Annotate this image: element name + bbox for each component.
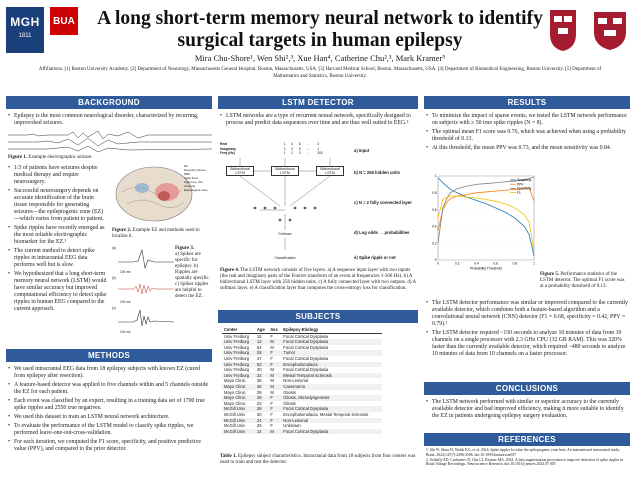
step-e-label: e) Spike ripple or not — [354, 255, 396, 260]
fig4-caption: Figure 4. The LSTM network consists of five layers. a) A sequence input layer with two inputs (the real and imaginary parts of the Fourier transform of an event at frequencies 1-300 Hz). b) A bidirectional LSTM layer with 256 hidden units. c) A fully connected layer with two outputs. d) A softmax layer. e) A classification layer that computes the cross-entropy loss for classification. — [220, 268, 416, 291]
subjects-table — [222, 327, 382, 434]
table-cell: 47 — [256, 355, 262, 361]
table-cell: Univ Freiburg — [224, 355, 250, 361]
table-cell: M — [270, 378, 274, 384]
table-cell: 25 — [256, 423, 262, 429]
results-bullet: • The LSTM detector required ~150 seconds to analyze 10 minutes of data from 10 channels on a single processor with 2.3 GHz CPU (32 GB RAM). This was 320% faster than the currently available detector, which required ~480 seconds to analyze 10 minutes of data from 10 channels on a faster processor. — [426, 330, 630, 358]
subjects-heading: SUBJECTS — [218, 310, 418, 323]
table-cell: Univ Freiburg — [224, 344, 250, 350]
harvard-shield-icon — [548, 8, 578, 52]
table1-caption: Table 1. Epilepsy subject characteristics. Intracranial data from 18 subjects from four centers was used to train and test the detector. — [220, 454, 416, 465]
table-cell: 22 — [256, 400, 262, 406]
input-sequence-table: Real 1 4 6 ... 2 Imaginary 2 2 5 ... 1 Freq (Hz) 1 2 3 ... 300 — [220, 142, 324, 156]
table-cell: M — [270, 389, 274, 395]
table-cell: Univ Freiburg — [222, 350, 255, 356]
brain-legend: EZ Resection (Neuro-MRI) Spike Zone High Freq. Osc. (Interest) Epileptogenic zone — [184, 164, 208, 192]
table-cell: Mayo Clinic — [224, 389, 246, 395]
table-cell: M — [268, 339, 281, 345]
table-cell: 28 — [255, 350, 268, 356]
legend-entry: Sensitivity — [517, 178, 532, 183]
table-cell: F — [268, 362, 281, 368]
table-cell: McGill Univ — [224, 423, 246, 429]
results-heading: RESULTS — [424, 96, 630, 109]
bilstm-block-1: Bidirectional LSTM — [226, 166, 254, 176]
methods-bullet: • We used intracranial EEG data from 18 epilepsy subjects with known EZ (cured from epilepsy after resection). — [8, 366, 212, 380]
lstm-bullet: • LSTM networks are a type of recurrent neural network, specifically designed to process and predict data sequences over time and are thus well suited to EEG.² — [220, 113, 418, 127]
poster-affiliations: Affiliations: [1] Boston University Academy. [2] Department of Neurology, Massachusetts General Hospital, Boston, Massachusetts, USA. [3] Harvard Medical School, Boston, Massachusetts, USA. [4] Department of Biomedical Engineering, Boston University. [5] Department of Mathematics and Statistics, Boston University. — [38, 67, 602, 79]
references-heading: REFERENCES — [424, 433, 630, 446]
background-bullet: • Spike ripples have recently emerged as the most reliable electrographic biomarker for the EZ.¹ — [8, 225, 108, 246]
table-cell: Focal Cortical Dysplasia — [283, 367, 329, 373]
methods-bullet: • Each event was classified by an expert, resulting in a training data set of 1700 true spike ripples and 2550 true negatives. — [8, 398, 212, 412]
table-cell: Univ Freiburg — [222, 339, 255, 345]
table-cell: 40 — [256, 367, 262, 373]
table-cell: McGill Univ — [224, 411, 246, 417]
table-cell: F — [270, 400, 273, 406]
conclusions-bullet: • The LSTM network performed with similar or superior accuracy to the currently available detector and had improved efficiency, making it more suitable to identify the EZ in patients undergoing epilepsy surgery evaluation. — [426, 399, 630, 420]
fig3-caption: Figure 3. a) Spikes are specific for epilepsy. b) Ripples are spatially specific. c) Spikes ripples are helpful to detect the EZ. — [175, 246, 210, 299]
results-bullet: • At this threshold, the mean PPV was 0.73, and the mean sensitivity was 0.84. — [426, 145, 630, 152]
conclusions-heading: CONCLUSIONS — [424, 382, 630, 395]
table-cell: Focal Cortical Dysplasia — [283, 344, 329, 350]
table-cell: 46 — [255, 384, 268, 390]
table-cell: 52 — [255, 362, 268, 368]
table-cell: 24 — [255, 418, 268, 424]
step-d-label: d) Log odds → probabilities — [354, 230, 410, 235]
table-cell: M — [268, 429, 281, 435]
y-tick-label: 0.6 — [432, 207, 437, 212]
table-cell: Mesial Temporal Sclerosis — [281, 373, 382, 379]
references-list — [426, 448, 630, 467]
table-cell: F — [270, 411, 273, 417]
table-header-cell: Age — [255, 327, 268, 333]
table-cell: 54 — [256, 344, 262, 350]
table-cell: Focal Cortical Dysplasia — [283, 355, 329, 361]
table-cell: Non-Lesional — [283, 378, 308, 384]
table-cell: F — [270, 333, 273, 339]
table-cell: Focal Cortical Dysplasia — [281, 406, 382, 412]
table-cell: 12 — [255, 339, 268, 345]
mgh-logo — [6, 7, 44, 53]
table-cell: F — [270, 355, 273, 361]
table-row — [222, 429, 382, 435]
table-cell: Unknown — [283, 423, 301, 429]
table-cell: 28 — [255, 406, 268, 412]
y-tick-label: 0.8 — [432, 191, 437, 195]
table-cell: F — [268, 395, 281, 401]
background-bullet: • Epilepsy is the most common neurological disorder, characterized by recurring, unprovoked seizures. — [8, 113, 212, 127]
methods-bullet: • To evaluate the performance of the LSTM model to classify spike ripples, we performed leave-one-out-cross-validation. — [8, 423, 212, 437]
table-cell: Mayo Clinic — [222, 384, 255, 390]
fig2-caption: Figure 2. Example EZ and methods used to localize it. — [112, 228, 200, 239]
table-cell: Focal Cortical Dysplasia — [281, 429, 382, 435]
table-cell: Gliosis, Microdysgenesis — [281, 395, 382, 401]
table-cell: F — [268, 406, 281, 412]
table-cell: McGill Univ — [222, 429, 255, 435]
poster-header — [0, 0, 636, 90]
harvard-medical-shield-icon — [590, 8, 630, 52]
table-cell: 14 — [255, 429, 268, 435]
background-bullet: • 1/3 of patients have seizures despite medical therapy and require neurosurgery. — [8, 165, 108, 186]
table-cell: Focal Cortical Dysplasia — [281, 339, 382, 345]
table-cell: Univ Freiburg — [222, 362, 255, 368]
table-cell: Gliosis — [283, 400, 296, 406]
fig5-caption: Figure 5. Performance statistics of the LSTM detector. The optimal F1 score was at a probability threshold of 0.13. — [540, 272, 625, 289]
y-tick-label: 0.2 — [432, 241, 437, 246]
background-bullet: • Successful neurosurgery depends on accurate identification of the brain tissue responsible for generating seizures—the epileptogenic zone (EZ)—which varies from patient to patient. — [8, 188, 108, 223]
table-header-cell: Epilepsy Etiology — [281, 327, 382, 333]
table-header-cell: Center — [222, 327, 255, 333]
table-cell: 39 — [256, 389, 262, 395]
background-bullet: • The current method to detect spike ripples in intracranial EEG data performs well but is slow. — [8, 248, 108, 269]
fig1-caption: Figure 1. Example electrographic seizure. — [8, 155, 93, 160]
table-cell: Mayo Clinic — [224, 400, 246, 406]
results-bullets-top — [426, 113, 630, 154]
table-cell: Univ Freiburg — [222, 373, 255, 379]
x-tick-label: 0.2 — [454, 261, 460, 266]
table-cell: M — [270, 367, 274, 373]
bilstm-block-2: Bidirectional LSTM — [271, 166, 299, 176]
methods-bullets — [8, 366, 212, 455]
table-cell: Non-Lesional — [281, 418, 382, 424]
step-b-label: b) N = 256 hidden units — [354, 170, 400, 175]
background-bullets — [8, 165, 108, 315]
methods-bullet: • We used this dataset to train an LSTM neural network architecture. — [8, 414, 212, 421]
mgh-logo-text: MGH — [10, 15, 40, 29]
table-cell: 30 — [256, 411, 262, 417]
x-tick-label: 0.8 — [512, 261, 518, 266]
conclusions-text — [426, 399, 630, 422]
x-tick-label: 0 — [437, 261, 439, 266]
softmax-block: Softmax — [278, 231, 292, 236]
results-bullet: • The optimal mean F1 score was 0.76, which was achieved when using a probability threshold of 0.13. — [426, 129, 630, 143]
table-cell: McGill Univ — [222, 406, 255, 412]
table-cell: Focal Cortical Dysplasia — [283, 333, 329, 339]
table-cell: Univ Freiburg — [224, 367, 250, 373]
reference-item: 1. Shi W, Shaw D, Walsh KG, et al. 2024. Spike ripples localize the epileptogenic zone best: An international intracranial study. Brain. 2024;147(7):2496-2506. doi:10.1093/brain/awae037 — [426, 448, 620, 457]
table-cell: Univ Freiburg — [224, 333, 250, 339]
mgh-logo-year: 1811 — [18, 33, 32, 39]
reference-item: 2. Schlafly ED, Carbonero D, Chu CJ, Kramer MA. 2024. A data augmentation procedure to improve detection of spike ripples in Brain Voltage Recordings. Neuroscience Research. doi:10.1016/j.neures.2024.07.005 — [426, 457, 624, 467]
legend-entry: PPV — [517, 182, 524, 187]
legend-entry: F1 — [517, 190, 521, 195]
table-cell: 38 — [256, 378, 262, 384]
table-cell: F — [268, 418, 281, 424]
background-heading: BACKGROUND — [6, 96, 212, 109]
step-c-label: c) N = 2 fully connected layer — [354, 200, 412, 205]
table-cell: M — [268, 384, 281, 390]
table-cell: F — [268, 350, 281, 356]
table-cell: M — [268, 373, 281, 379]
lstm-intro — [220, 113, 418, 129]
table-cell: F — [270, 423, 273, 429]
table-cell: Cavernoma — [281, 384, 382, 390]
table-cell: 22 — [255, 373, 268, 379]
eeg-seizure-figure — [8, 130, 212, 154]
methods-bullet: • For each iteration, we computed the F1 score, specificity, and positive predictive value (PPV), and compared to the prior detector. — [8, 439, 212, 453]
results-bullet: • To minimize the impact of sparse events, we tested the LSTM network performance on subjects with ≥ 50 true spike ripples (N = 8). — [426, 113, 630, 127]
table-cell: M — [270, 344, 274, 350]
bua-logo: BUA — [50, 7, 78, 35]
results-bullets-bottom — [426, 300, 630, 360]
classification-block: Classification — [274, 255, 296, 260]
table-cell: Mayo Clinic — [224, 378, 246, 384]
methods-heading: METHODS — [6, 349, 212, 362]
table-cell: Mayo Clinic — [222, 395, 255, 401]
lstm-detector-heading: LSTM DETECTOR — [218, 96, 418, 109]
x-axis-label: Probability Threshold — [470, 266, 502, 271]
background-intro — [8, 113, 212, 129]
table-cell: 16 — [256, 333, 262, 339]
legend-entry: Specificity — [517, 186, 532, 191]
y-tick-label: 1 — [434, 174, 437, 179]
spike-ripple-figure: (a) 100 ms (b) 100 ms (c) 100 ms — [112, 246, 174, 334]
bilstm-block-3: Bidirectional LSTM — [316, 166, 344, 176]
table-cell: Encephalomalacia — [281, 362, 382, 368]
x-tick-label: 0.4 — [474, 261, 479, 266]
performance-chart — [426, 172, 538, 276]
x-tick-label: 1 — [533, 261, 535, 266]
subjects-table-container — [222, 327, 382, 434]
y-tick-label: 0.4 — [432, 224, 437, 229]
table-cell: Encephalomalacia, Mesial Temporal Sclerosis — [283, 411, 369, 417]
table-cell: 26 — [255, 395, 268, 401]
table-cell: Tumor — [281, 350, 382, 356]
table-cell: McGill Univ — [222, 418, 255, 424]
step-a-label: a) Input — [354, 148, 370, 153]
x-tick-label: 0.6 — [493, 261, 498, 266]
y-tick-label: 0 — [434, 258, 437, 263]
poster-authors: Mira Chu-Shore¹, Wen Shi²,³, Xue Han⁴, Catherine Chu²,³, Mark Kramer⁵ — [194, 53, 446, 63]
table-header-cell: Sex — [268, 327, 281, 333]
background-bullet: • We hypothesized that a long short-term memory neural network (LSTM) would have similar accuracy but improved computational efficiency to detect spike ripples in human EEG compared to the current approach. — [8, 271, 108, 313]
results-bullet: • The LSTM detector performance was similar or improved compared to the currently available detector, which combines both a feature-based algorithm and a convolutional neural network (CNN) detector (F1 = 0.68, specificity = 0.42, PPV = 0.79).¹ — [426, 300, 630, 328]
methods-bullet: • A feature-based detector was applied to five channels within and 5 channels outside the EZ for each patient. — [8, 382, 212, 396]
poster-title: A long short-term memory neural network to identify surgical targets in human epilepsy — [97, 8, 543, 51]
table-cell: Gliosis — [283, 389, 296, 395]
